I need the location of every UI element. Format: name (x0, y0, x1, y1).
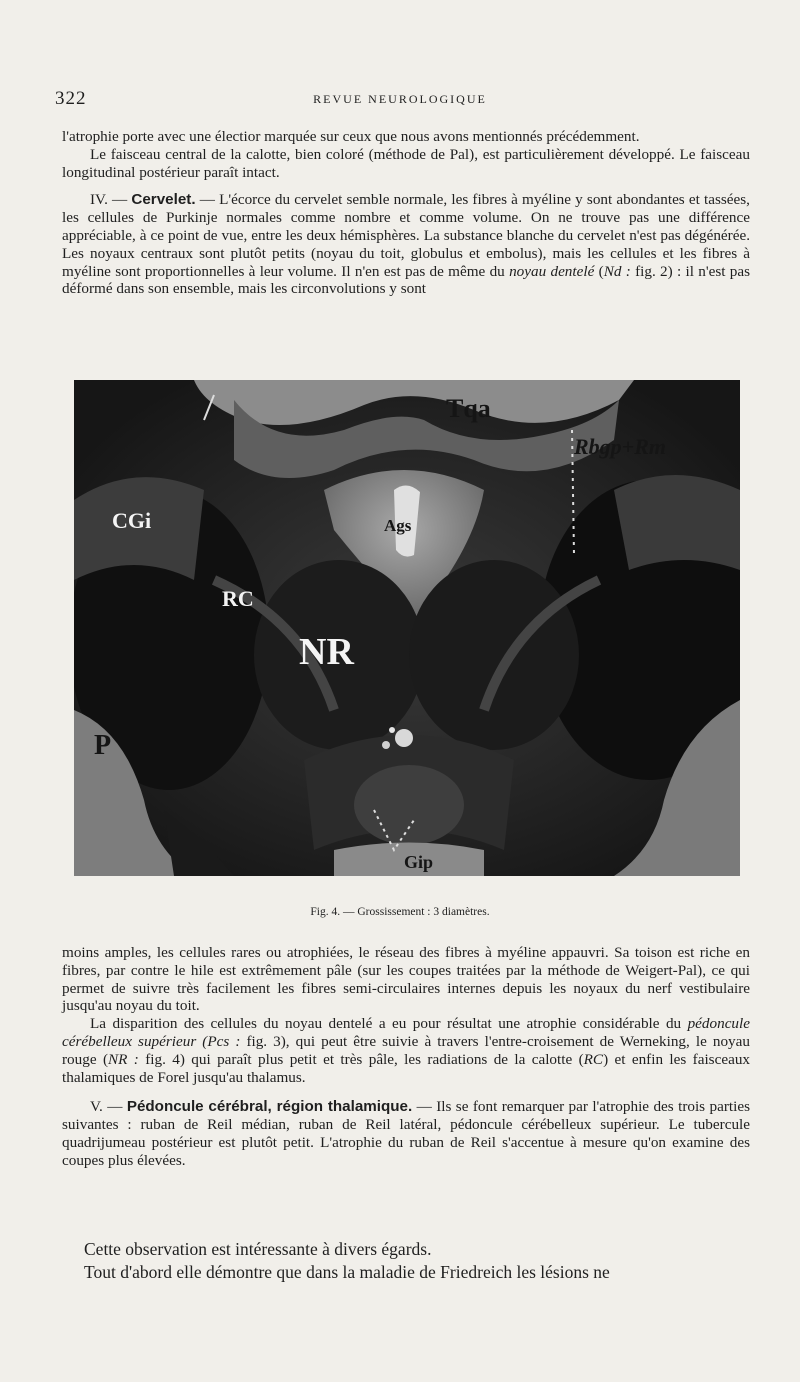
disparition-c: fig. 4) qui paraît plus petit et très pâle, les radiations de la calotte ( (138, 1050, 584, 1068)
label-cgi: CGi (112, 508, 152, 533)
paragraph-observation: Cette observation est intéressante à divers égards. (84, 1239, 432, 1259)
italic-nr: NR : (108, 1050, 139, 1068)
cervelet-paren: ( (594, 262, 604, 280)
paragraph-atrophie: l'atrophie porte avec une électior marquée sur ceux que nous avons mentionnés précédemment. (62, 128, 640, 145)
italic-pcs: pédoncule cérébelleux supérieur (Pcs : (62, 1015, 750, 1050)
section-number-v: V. — (90, 1098, 127, 1116)
label-p: P (94, 730, 112, 761)
cervelet-body: — L'écorce du cervelet semble normale, les fibres à myéline y sont abondantes et tassées, les cellules de Purkinje normales comme nombre et comme volume. On ne trouve pas une différence appréciable, à ce point de vue, entre les deux hémisphères. La substance blanche du cervelet n'est pas dégénérée. Les noyaux centraux sont plutôt petits (noyau du toit, globulus et embolus), mais les cellules et les fibres à myéline sont proportionnelles à leur volume. Il n'en est pas de même du (62, 191, 750, 280)
disparition-a: La disparition des cellules du noyau dentelé a eu pour résultat une atrophie considérable du (90, 1015, 688, 1033)
paragraph-pedoncule (62, 1098, 750, 1169)
label-rc: RC (222, 586, 254, 611)
page-number: 322 (55, 88, 87, 109)
paragraph-faisceau-central: Le faisceau central de la calotte, bien coloré (méthode de Pal), est particulièrement développé. Le faisceau longitudinal postérieur paraît intact. (62, 145, 750, 181)
italic-nd: Nd : (603, 262, 631, 280)
label-nr: NR (299, 631, 354, 673)
paragraph-disparition (62, 1015, 750, 1086)
paragraph-tout-dabord: Tout d'abord elle démontre que dans la maladie de Friedreich les lésions ne (84, 1262, 610, 1282)
closing-text-block (62, 1238, 750, 1284)
label-rbgp-rm: Rbgp+Rm (574, 434, 666, 459)
disparition-d: ) et enfin les faisceaux thalamiques de Forel jusqu'au thalamus. (62, 1050, 751, 1086)
disparition-b: fig. 3), qui peut être suivie à travers l'entre-croisement de Werneking, le noyau rouge ( (62, 1032, 750, 1068)
paragraph-cervelet (62, 191, 750, 298)
section-heading-pedoncule: Pédoncule cérébral, région thalamique. (126, 1098, 413, 1116)
label-tqa: Tqa (446, 394, 491, 423)
brain-section-figure (74, 380, 740, 876)
cervelet-end: fig. 2) : il n'est pas déformé dans son ensemble, mais les circonvolutions y sont (62, 262, 750, 298)
top-text-block (62, 128, 750, 298)
bottom-text-block (62, 944, 750, 1170)
section-heading-cervelet: Cervelet. (131, 191, 196, 209)
label-ags: Ags (384, 516, 412, 535)
italic-rc: RC (583, 1050, 604, 1068)
label-gip: Gip (404, 852, 434, 872)
figure-caption: Fig. 4. — Grossissement : 3 diamètres. (310, 906, 490, 918)
pedoncule-body: — Ils se font remarquer par l'atrophie des trois parties suivantes : ruban de Reil médian, ruban de Reil latéral, pédoncule cérébelleux supérieur. Le tubercule quadrijumeau postérieur est plutôt petit. L'atrophie du ruban de Reil s'accentue à mesure qu'on examine des coupes plus élevées. (62, 1098, 750, 1169)
paragraph-moins-amples: moins amples, les cellules rares ou atrophiées, le réseau des fibres à myéline appauvri. Sa toison est riche en fibres, par contre le hile est extrêmement pâle (sur les coupes traitées par la méthode de Weigert-Pal), ce qui permet de suivre très facilement les fibres semi-circulaires internes depuis les noyaux du nerf vestibulaire jusqu'au noyau du toit. (62, 944, 750, 1015)
running-head: REVUE NEUROLOGIQUE (313, 92, 487, 106)
section-number: IV. — (90, 191, 132, 209)
italic-noyau-dentele: noyau dentelé (509, 262, 595, 280)
